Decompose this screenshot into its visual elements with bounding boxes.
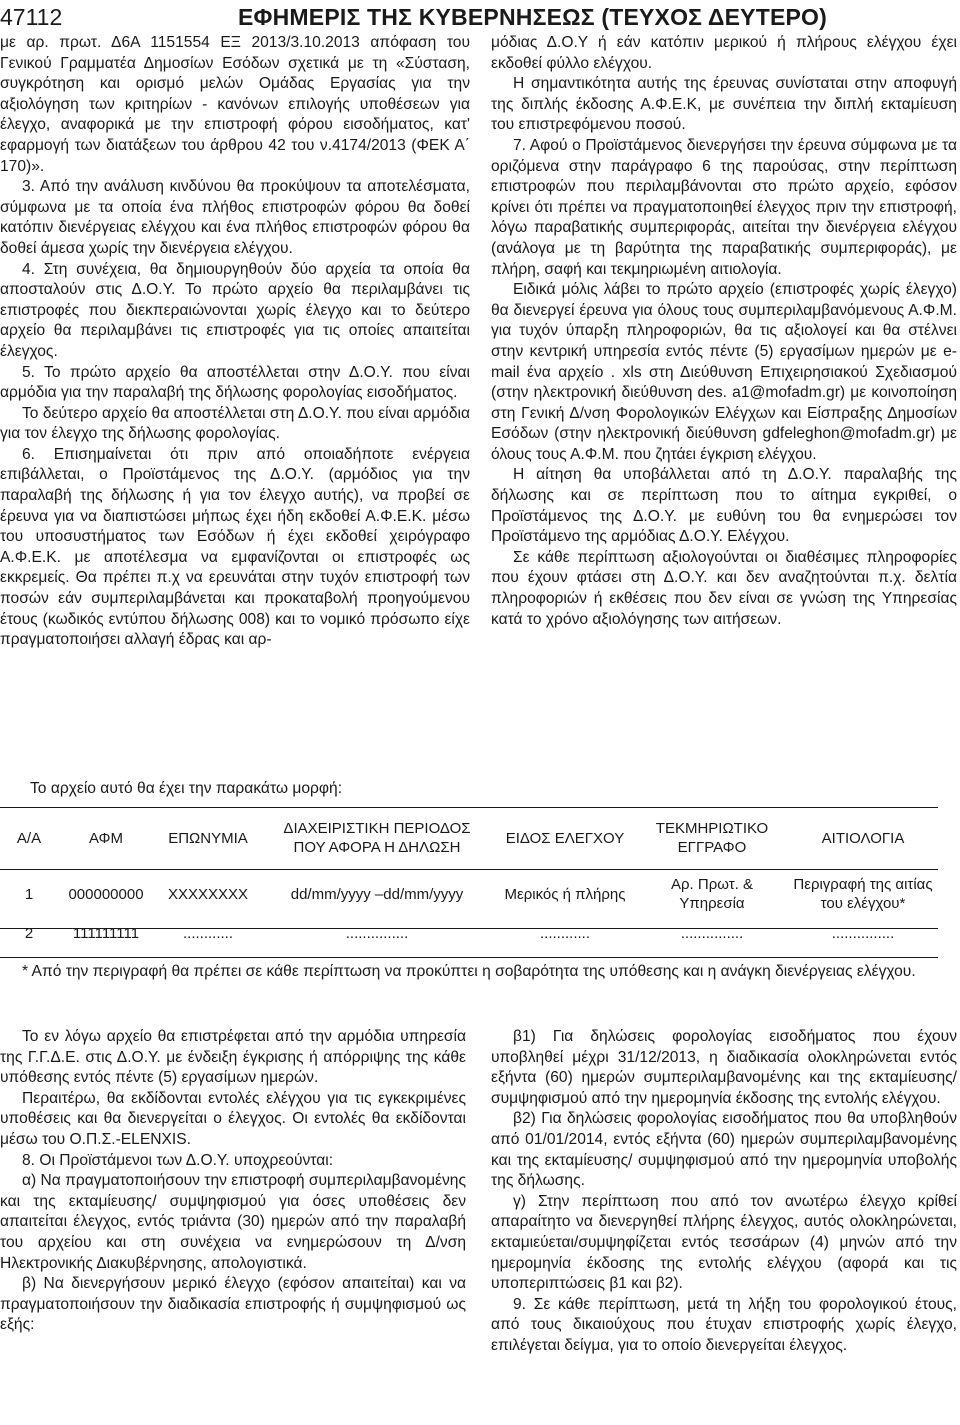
paragraph: Η σημαντικότητα αυτής της έρευνας συνίσταται στην αποφυγή της διπλής έκδοσης Α.Φ.Ε.Κ, με συνέπεια την διπλή εκταμίευση του επιστρεφόμενου ποσού. [491, 75, 957, 134]
table-cell: ............... [345, 924, 409, 942]
table-cell: ............... [680, 924, 744, 942]
table-cell: ............... [831, 924, 895, 942]
paragraph-9: 9. Σε κάθε περίπτωση, μετά τη λήξη του φορολογικού έτους, από τους δικαιούχους που έτυχαν επιστροφής χωρίς έλεγχο, επιλέγεται δείγμα, για το οποίο διενεργείται έλεγχος. [491, 1295, 957, 1354]
column-header: ΕΙΔΟΣ ΕΛΕΓΧΟΥ [505, 829, 625, 847]
table-cell: 1 [24, 885, 34, 903]
table-footnote [0, 962, 958, 983]
column-header: ΔΙΑΧΕΙΡΙΣΤΙΚΗ ΠΕΡΙΟΔΟΣ ΠΟΥ ΑΦΟΡΑ Η ΔΗΛΩΣΗ [283, 820, 471, 856]
paragraph: μόδιας Δ.Ο.Υ ή εάν κατόπιν μερικού ή πλήρους ελέγχου έχει εκδοθεί φύλλο ελέγχου. [491, 34, 957, 72]
paragraph: Το εν λόγω αρχείο θα επιστρέφεται από την αρμόδια υπηρεσία της Γ.Γ.Δ.Ε. στις Δ.Ο.Υ. με ένδειξη έγκρισης ή απόρριψης της κάθε υπόθεσης εντός πέντε (5) εργασίμων ημερών. [0, 1028, 466, 1087]
table-intro: Το αρχείο αυτό θα έχει την παρακάτω μορφή: [30, 780, 343, 797]
table-cell: XXXXXXXX [167, 885, 249, 903]
paragraph: Ειδικά μόλις λάβει το πρώτο αρχείο (επιστροφές χωρίς έλεγχο) θα διενεργεί έρευνα για όλους τους συμπεριλαμβανόμενους Α.Φ.Μ. για τυχόν ύπαρξη πληροφοριών, θα τις αξιολογεί και θα στέλνει στην κεντρική υπηρεσία εντός πέντε (5) εργασίμων ημερών με e-mail ένα αρχείο . xls στη Διεύθυνση Επιχειρησιακού Σχεδιασμού (στην ηλεκτρονική διεύθυνση des. a1@mofadm.gr) με κοινοποίηση στη Γενική Δ/νση Φορολογικών Ελέγχων και Είσπραξης Δημοσίων Εσόδων (στην ηλεκτρονική διεύθυνση gdfeleghon@mofadm.gr) με όλους τους Α.Φ.Μ. που ζητάει έγκριση ελέγχου. [491, 281, 957, 463]
paragraph: Περαιτέρω, θα εκδίδονται εντολές ελέγχου για τις εγκεκριμένες υποθέσεις και θα διενεργείται ο έλεγχος. Οι εντολές θα εκδίδονται μέσω του Ο.Π.Σ.-ELENXIS. [0, 1089, 466, 1148]
paragraph-b2: β2) Για δηλώσεις φορολογίας εισοδήματος που θα υποβληθούν από 01/01/2014, εντός εξήντα (60) ημερών συμπεριλαμβανομένης και της εκταμίευσης/ συμψηφισμού από την ημερομηνία υποβολής της δήλωσης. [491, 1110, 957, 1190]
paragraph-3: 3. Από την ανάλυση κινδύνου θα προκύψουν τα αποτελέσματα, σύμφωνα με τα οποία ένα πλήθος επιστροφών φόρου θα δοθεί κατόπιν διενέργειας ελέγχου και ένα πλήθος επιστροφών φόρου θα δοθεί άμεσα χωρίς την διενέργεια ελέγχου. [0, 178, 470, 257]
paragraph-7: 7. Αφού ο Προϊστάμενος διενεργήσει την έρευνα σύμφωνα με τα οριζόμενα στην παράγραφο 6 της παρούσας, στην περίπτωση επιστροφών που περιλαμβάνονται στο πρώτο αρχείο, εφόσον κρίνει ότι πρέπει να πραγματοποιηθεί έλεγχος πριν την επιστροφή, λόγω παραβατικής συμπεριφοράς, αιτείται την διενέργεια ελέγχου (ανάλογα με τη βαρύτητα της παραβατικής συμπεριφοράς), με πλήρη, σαφή και τεκμηριωμένη αιτιολογία. [491, 136, 957, 278]
right-column-top [491, 33, 957, 630]
table-rule-bottom [0, 957, 938, 958]
gazette-title: ΕΦΗΜΕΡΙΣ ΤΗΣ ΚΥΒΕΡΝΗΣΕΩΣ (ΤΕΥΧΟΣ ΔΕΥΤΕΡΟ) [238, 4, 827, 30]
paragraph: με αρ. πρωτ. Δ6Α 1151554 ΕΞ 2013/3.10.2013 απόφαση του Γενικού Γραμματέα Δημοσίων Εσόδων σχετικά με τη «Σύσταση, συγκρότηση και ορισμό μελών Ομάδας Εργασίας για την αξιολόγηση των κριτηρίων - κανόνων επιλογής υποθέσεων για έλεγχο, αναφορικά με την επιστροφή φόρου εισοδήματος, κατ' εφαρμογή των διατάξεων του άρθρου 42 του ν.4174/2013 (ΦΕΚ Α΄ 170)». [0, 34, 470, 175]
paragraph-b1: β1) Για δηλώσεις φορολογίας εισοδήματος που έχουν υποβληθεί μέχρι 31/12/2013, η διαδικασία ολοκληρώνεται εντός εξήντα (60) ημερών συμπεριλαμβανομένης και της εκταμίευσης/ συμψηφισμού από την ημερομηνία έκδοσης της εντολής ελέγχου. [491, 1028, 957, 1107]
column-header: Α/Α [16, 829, 42, 847]
table-cell: Μερικός ή πλήρης [504, 885, 626, 903]
table-cell: 111111111 [72, 924, 140, 942]
table-row [0, 919, 940, 947]
column-header: ΑΦΜ [88, 829, 124, 847]
paragraph-8b: β) Να διενεργήσουν μερικό έλεγχο (εφόσον απαιτείται) και να πραγματοποιήσουν την διαδικασία επιστροφής ή συμψηφισμού ως εξής: [0, 1275, 466, 1334]
paragraph-4: 4. Στη συνέχεια, θα δημιουργηθούν δύο αρχεία τα οποία θα αποσταλούν στις Δ.Ο.Υ. Το πρώτο αρχείο θα περιλαμβάνει τις επιστροφές που διεκπεραιώνονται χωρίς έλεγχο και το δεύτερο αρχείο θα περιλαμβάνει τις επιστροφές για τις οποίες απαιτείται έλεγχος. [0, 260, 470, 360]
table-cell: ............ [182, 924, 233, 942]
column-header: ΕΠΩΝΥΜΙΑ [168, 829, 248, 847]
table-row [0, 869, 940, 919]
table-cell: dd/mm/yyyy –dd/mm/yyyy [290, 885, 464, 903]
page-number: 47112 [0, 4, 63, 30]
table-cell: 2 [24, 924, 34, 942]
column-header: ΤΕΚΜΗΡΙΩΤΙΚΟ ΕΓΓΡΑΦΟ [655, 820, 769, 856]
table-cell: ............ [539, 924, 590, 942]
left-column-bottom [0, 1027, 466, 1336]
paragraph-8a: α) Να πραγματοποιήσουν την επιστροφή συμπεριλαμβανομένης και της εκταμίευσης/ συμψηφισμού για όσες υποθέσεις δεν απαιτείται έλεγχος, εντός τριάντα (30) ημερών από την παραλαβή του αρχείου και στη συνέχεια να ενημερώσουν τη Δ/νση Ηλεκτρονικής Διακυβέρνησης, απολογιστικά. [0, 1172, 466, 1272]
paragraph: Το δεύτερο αρχείο θα αποστέλλεται στη Δ.Ο.Υ. που είναι αρμόδια για τον έλεγχο της δήλωσης φορολογίας. [0, 404, 470, 443]
paragraph-c: γ) Στην περίπτωση που από τον ανωτέρω έλεγχο κρίθεί απαραίτητο να διενεργηθεί πλήρης έλεγχος, αυτός ολοκληρώνεται, εκταμιεύεται/συμψηφίζεται εντός τεσσάρων (4) μηνών από την ημερομηνία έκδοσης της εντολής ελέγχου (αφορά και τις υποπεριπτώσεις β1 και β2). [491, 1192, 957, 1293]
right-column-bottom [491, 1027, 957, 1357]
form-table [0, 807, 940, 947]
paragraph-6: 6. Επισημαίνεται ότι πριν από οποιαδήποτε ενέργεια επιβάλλεται, ο Προϊστάμενος της Δ.Ο.Υ. (αρμόδιος για την παραλαβή της δήλωσης ή για τον έλεγχο αυτής), να προβεί σε έρευνα για να διαπιστώσει μήπως έχει ήδη εκδοθεί Α.Φ.Ε.Κ. μέσω του υποσυστήματος των Εσόδων ή έχει εκδοθεί χειρόγραφο Α.Φ.Ε.Κ. με αποτέλεσμα να εμφανίζονται οι επιστροφές ως εκκρεμείς. Θα πρέπει π.χ να ερευνάται στην τυχόν επιστροφή των ποσών εάν συμπεριλαμβάνεται και προκαταβολή προηγούμενου έτους (κωδικός εντύπου δήλωσης 008) και το νομικό πρόσωπο είχε πραγματοποιήσει αλλαγή έδρας και αρ- [0, 445, 470, 649]
footnote-text: * Από την περιγραφή θα πρέπει σε κάθε περίπτωση να προκύπτει η σοβαρότητα της υπόθεσης και η ανάγκη διενέργειας ελέγχου. [22, 963, 916, 980]
table-header-row [0, 807, 940, 869]
left-column-top [0, 33, 470, 651]
paragraph: Σε κάθε περίπτωση αξιολογούνται οι διαθέσιμες πληροφορίες που έχουν φτάσει στη Δ.Ο.Υ. και δεν αναζητούνται π.χ. δελτία πληροφοριών ή εκθέσεις που δεν είναι σε γνώση της Υπηρεσίας κατά το χρόνο αξιολόγησης των αιτήσεων. [491, 548, 957, 628]
column-header: ΑΙΤΙΟΛΟΓΙΑ [821, 829, 905, 847]
paragraph-5: 5. Το πρώτο αρχείο θα αποστέλλεται στην Δ.Ο.Υ. που είναι αρμόδια για την παραλαβή της δήλωσης φορολογίας εισοδήματος. [0, 363, 470, 402]
table-cell: Περιγραφή της αιτίας του ελέγχου* [793, 876, 933, 912]
table-cell: Αρ. Πρωτ. & Υπηρεσία [670, 876, 753, 912]
paragraph: Η αίτηση θα υποβάλλεται από τη Δ.Ο.Υ. παραλαβής της δήλωσης και σε περίπτωση που το αίτημα εγκριθεί, ο Προϊστάμενος της Δ.Ο.Υ. με ευθύνη του θα ενημερώσει τον Προϊστάμενο της αρμόδιας Δ.Ο.Υ. Ελέγχου. [491, 466, 957, 546]
table-cell: 000000000 [68, 885, 144, 903]
paragraph-8: 8. Οι Προϊστάμενοι των Δ.Ο.Υ. υποχρεούνται: [22, 1151, 334, 1169]
